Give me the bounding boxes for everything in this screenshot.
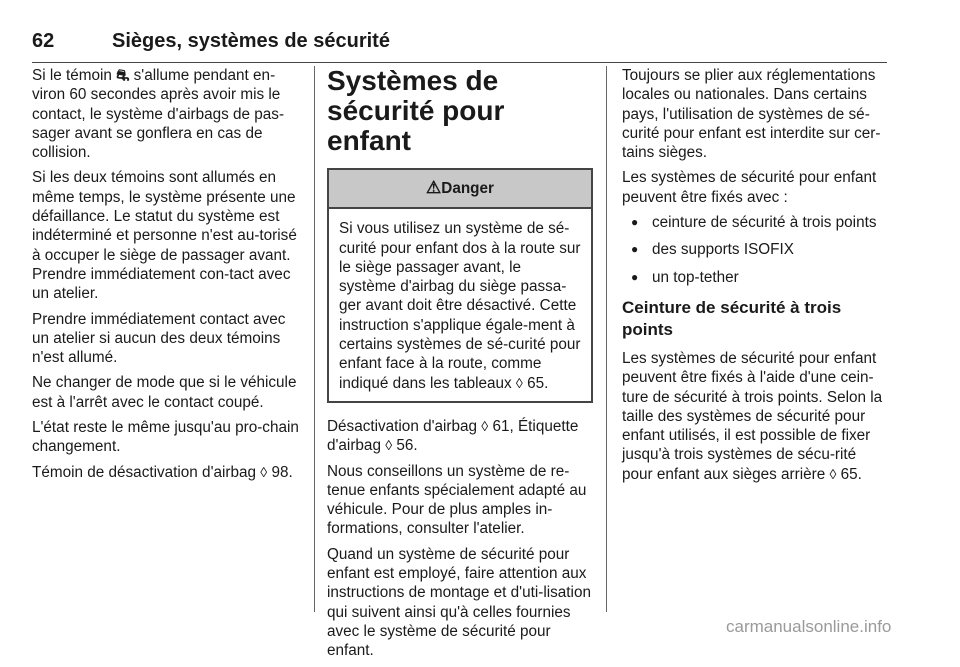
page-ref-link[interactable]: 56. xyxy=(396,437,418,455)
paragraph-no-lamp: Prendre immédiatement contact avec un atelier si aucun des deux témoins n'est allumé. xyxy=(32,310,286,367)
page-ref-link[interactable]: 98. xyxy=(271,463,293,481)
page-title: Sièges, systèmes de sécurité xyxy=(112,30,390,52)
subsection-heading: Ceinture de sécurité à trois points xyxy=(622,297,842,339)
paragraph-lamp-ref: Témoin de désactivation d'airbag ◊ 98. xyxy=(32,463,293,481)
page-ref-arrow-icon: ◊ xyxy=(260,463,268,480)
list-item: ● ceinture de sécurité à trois points xyxy=(622,213,888,232)
paragraph-three-point: Les systèmes de sécurité pour enfant peuvent être fixés à l'aide d'une cein-ture de sécurité à trois points. Selon la taille des systèmes de sécurité pour enfant utilisés, il est possible de fixer jusqu'à trois systèmes de sécu-rité pour enfant aux sièges arrière ◊ 65. xyxy=(622,349,883,483)
paragraph-regulations: Toujours se plier aux réglementations locales ou nationales. Dans certains pays, l'utilisation de systèmes de sé-curité pour enfant est interdite sur cer-tains sièges. xyxy=(622,67,881,162)
page-ref-arrow-icon: ◊ xyxy=(481,417,489,434)
page-number: 62 xyxy=(32,30,55,52)
paragraph-state: L'état reste le même jusqu'au pro-chain changement. xyxy=(32,419,299,456)
warning-triangle-icon: ⚠ xyxy=(426,178,442,197)
paragraph-fixing: Les systèmes de sécurité pour enfant peuvent être fixés avec : xyxy=(622,169,877,206)
page-ref-arrow-icon: ◊ xyxy=(829,465,837,482)
danger-body xyxy=(329,209,591,401)
danger-header xyxy=(329,170,591,209)
paragraph-change-mode: Ne changer de mode que si le véhicule est à l'arrêt avec le contact coupé. xyxy=(32,374,297,411)
danger-box xyxy=(327,168,593,403)
fixing-methods-list xyxy=(622,213,888,287)
list-item: ● des supports ISOFIX xyxy=(622,240,888,259)
column-right xyxy=(622,66,888,490)
column-divider-right xyxy=(606,66,607,612)
list-item: ● un top-tether xyxy=(622,268,888,287)
airbag-off-lamp-icon: ⛐ xyxy=(116,67,130,84)
column-left xyxy=(32,66,303,488)
paragraph-advice: Nous conseillons un système de re-tenue enfants spécialement adapté au véhicule. Pour de plus amples in-formations, consulter l'atelier. xyxy=(327,462,587,538)
paragraph-refs: Désactivation d'airbag ◊ 61, Étiquette d'airbag ◊ 56. xyxy=(327,417,579,455)
paragraph-lamp-on: Si le témoin ⛐ s'allume pendant en-viron 60 secondes après avoir mis le contact, le système d'airbags de pas-sager avant se gonflera en cas de collision. xyxy=(32,67,285,162)
page-ref-arrow-icon: ◊ xyxy=(515,374,523,391)
watermark: carmanualsonline.info xyxy=(726,617,892,636)
column-middle xyxy=(327,66,593,667)
page-ref-arrow-icon: ◊ xyxy=(385,437,393,454)
danger-text: Si vous utilisez un système de sé-curité pour enfant dos à la route sur le siège passager avant, le système d'airbag du siège passa-ger avant doit être désactivé. Cette instruction s'applique égale-ment à certains systèmes de sé-curité pour enfant face à la route, comme indiqué dans les tableaux xyxy=(339,220,581,392)
page-ref-link[interactable]: 61, Étiquette d'airbag xyxy=(327,417,579,455)
page-ref-link[interactable]: 65. xyxy=(840,465,862,483)
page-header xyxy=(32,30,887,63)
paragraph-instructions: Quand un système de sécurité pour enfant est employé, faire attention aux instructions de montage et d'uti-lisation qui suivent ainsi qu'à celles fournies avec le système de sécurité pour enfant. xyxy=(327,545,591,660)
column-divider-left xyxy=(314,66,315,612)
danger-title: Danger xyxy=(441,180,494,197)
paragraph-both-lamps: Si les deux témoins sont allumés en même temps, le système présente une défaillance. Le statut du système est indéterminé et personne n'est au-torisé à occuper le siège de passager avant. Prendre immédiatement con-tact avec un atelier. xyxy=(32,169,297,303)
page-ref-link[interactable]: 65. xyxy=(527,374,549,392)
section-heading: Systèmes de sécurité pour enfant xyxy=(327,65,505,156)
